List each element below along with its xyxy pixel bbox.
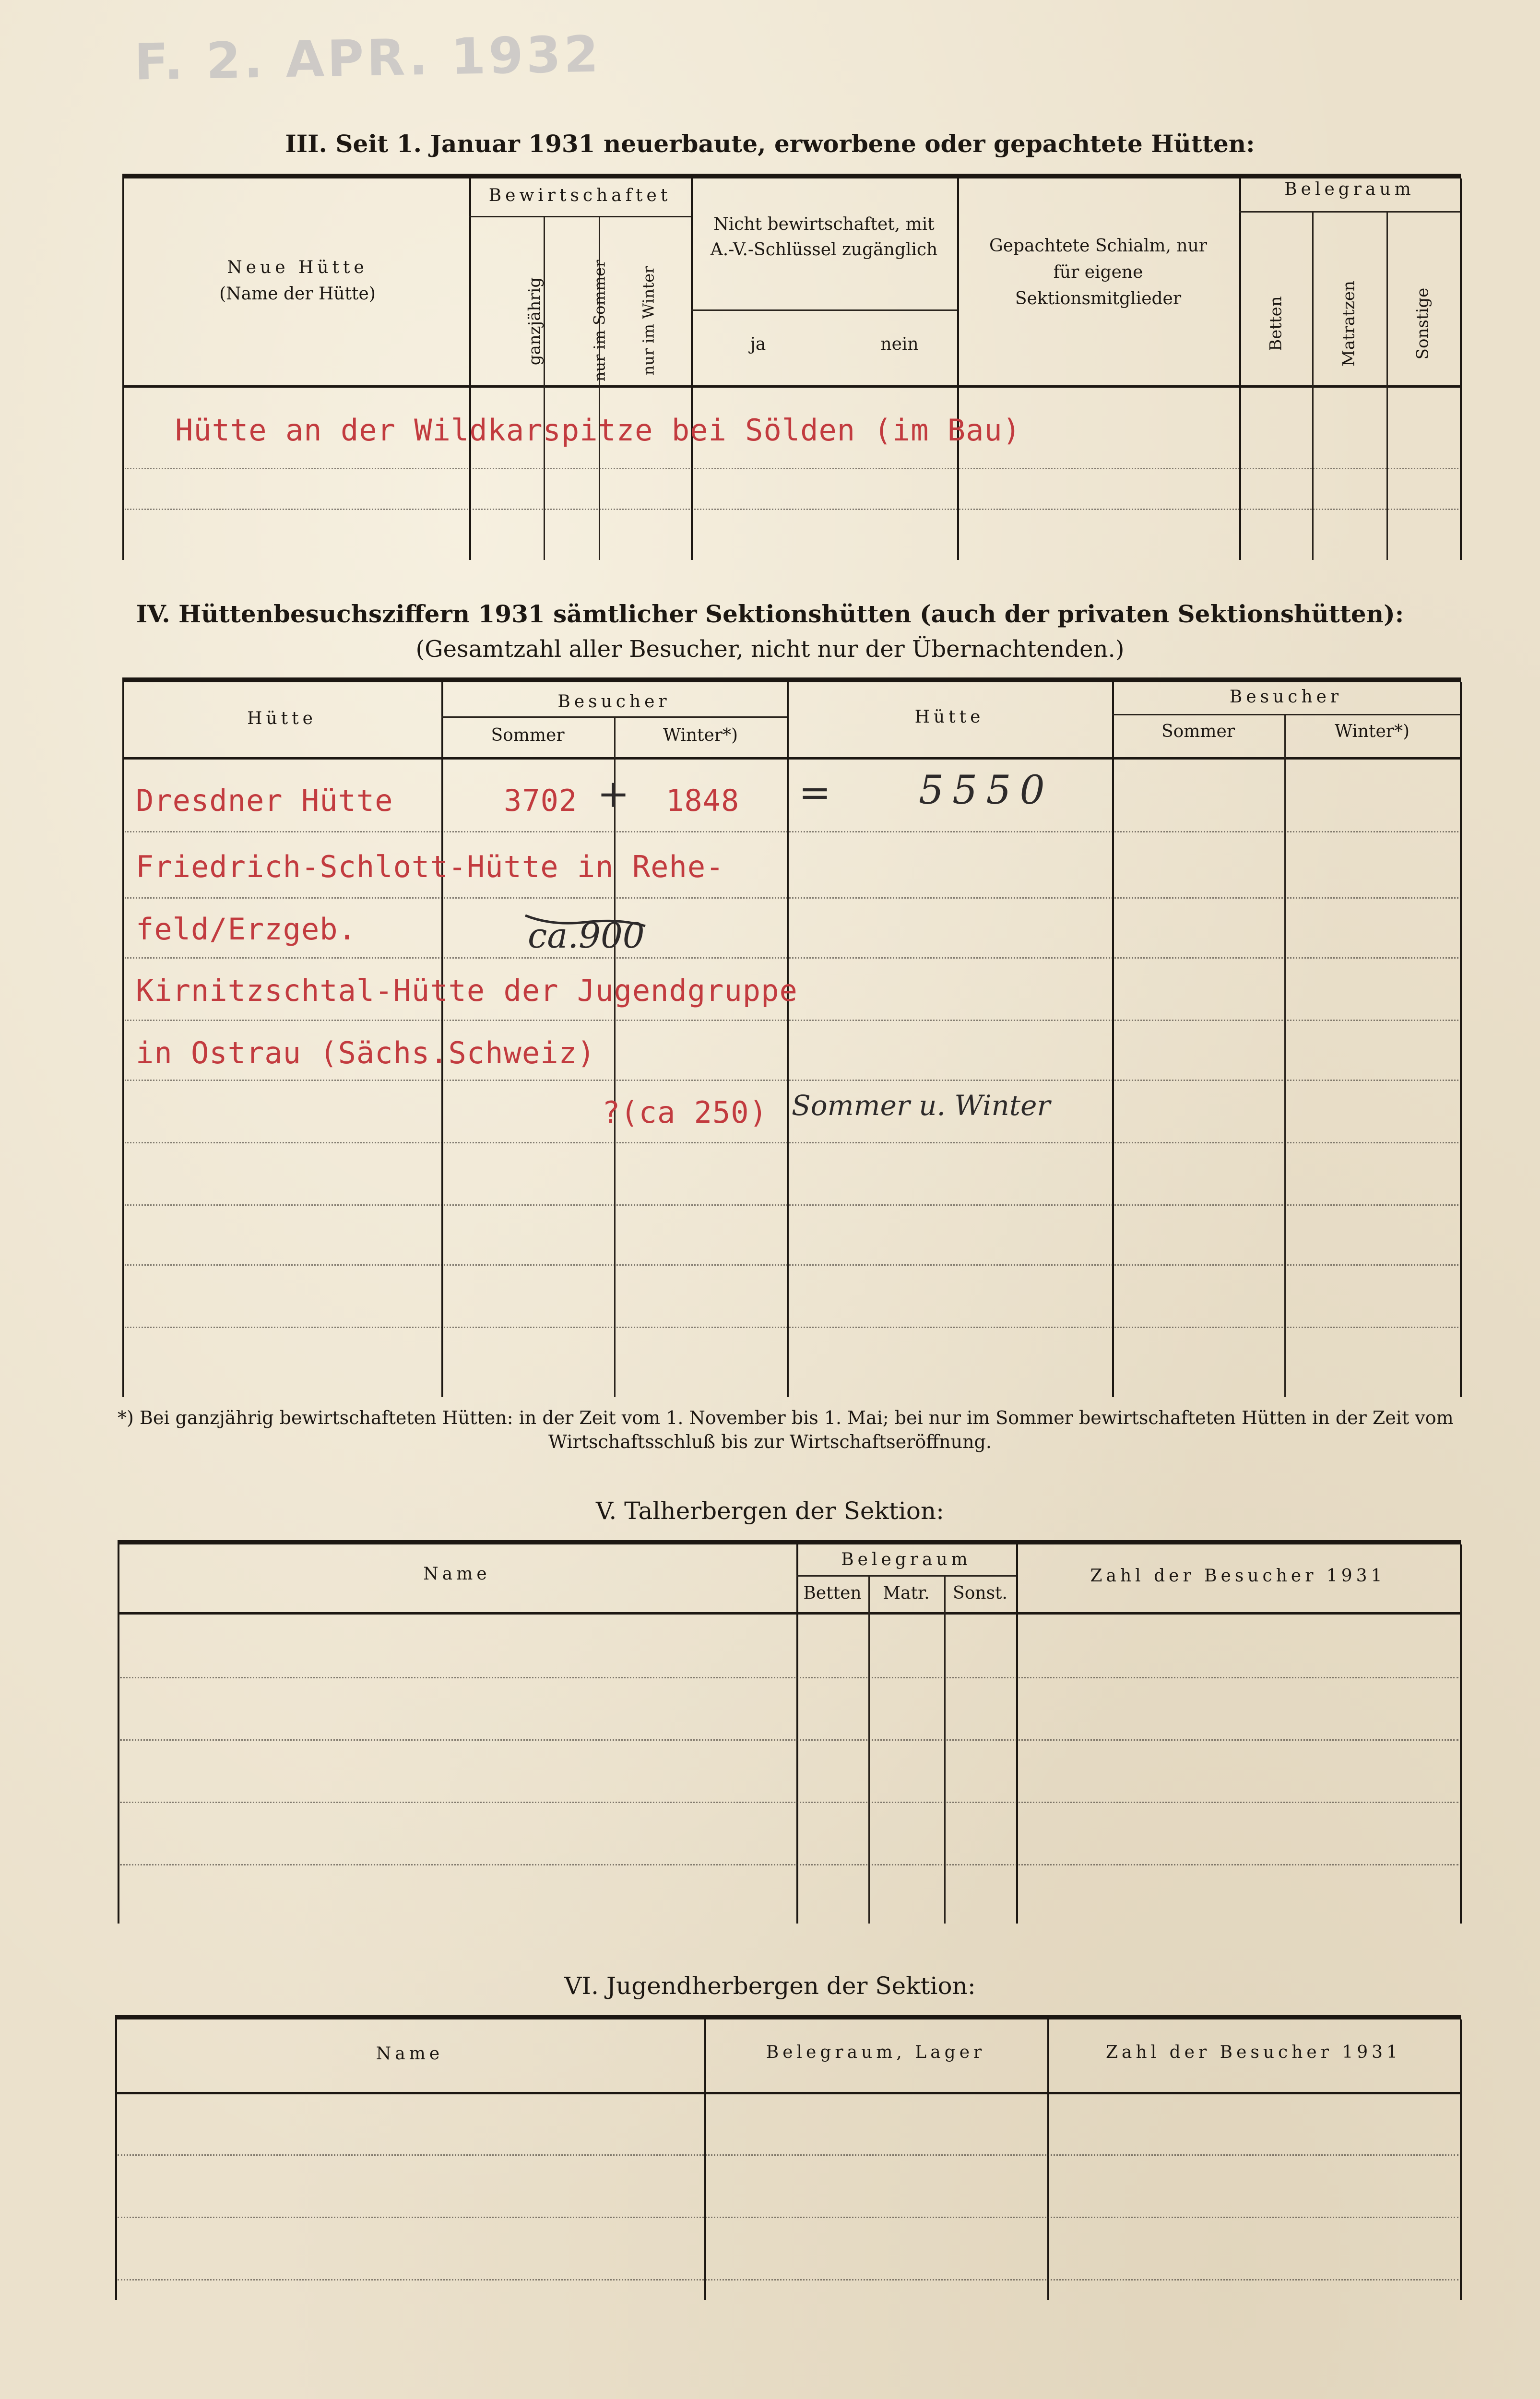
- row-line: [469, 216, 691, 217]
- table-header-rule: [122, 385, 1461, 388]
- received-stamp: F. 2. APR. 1932: [134, 24, 602, 92]
- header-ja: ja: [750, 334, 766, 354]
- plus-sign: +: [597, 772, 630, 816]
- col-line: [1239, 178, 1241, 560]
- col-line: [1312, 212, 1314, 560]
- header-sonst: Sonst.: [953, 1583, 1007, 1603]
- col-line: [1386, 212, 1388, 560]
- section-5-title: V. Talherbergen der Sektion:: [595, 1497, 945, 1525]
- col-line: [1016, 1544, 1018, 1924]
- row-line: [796, 1575, 1016, 1577]
- header-besucher-right: Besucher: [1229, 687, 1343, 707]
- dotted-row-line: [120, 1677, 1458, 1678]
- header-nicht-bewirtschaftet-1: Nicht bewirtschaftet, mit: [713, 214, 935, 234]
- section-4-title: IV. Hüttenbesuchsziffern 1931 sämtlicher Sektionshütten (auch der privaten Sektionshütten):: [136, 600, 1404, 628]
- header-bewirtschaftet: Bewirtschaftet: [488, 186, 672, 205]
- dotted-row-line: [125, 957, 1458, 959]
- dotted-row-line: [125, 831, 1458, 832]
- dotted-row-line: [118, 2154, 1458, 2156]
- dotted-row-line: [120, 1864, 1458, 1865]
- col-line: [1460, 2019, 1462, 2300]
- header-gepachtete-2: für eigene: [1053, 262, 1143, 282]
- header-sommer-left: Sommer: [491, 725, 565, 745]
- table-header-rule: [115, 2092, 1461, 2094]
- header-sonstige: Sonstige: [1413, 287, 1433, 360]
- header-winter-right: Winter*): [1334, 722, 1410, 741]
- col-line: [614, 717, 616, 1397]
- header-zahl-der-besucher: Zahl der Besucher 1931: [1090, 1566, 1386, 1586]
- header-gepachtete-3: Sektionsmitglieder: [1015, 289, 1182, 309]
- new-hut-entry: Hütte an der Wildkarspitze bei Sölden (im Bau): [175, 413, 1021, 448]
- friedrich-schlott-handwritten-estimate: ca.900: [528, 915, 645, 956]
- dotted-row-line: [120, 1739, 1458, 1741]
- header-nicht-bewirtschaftet-2: A.-V.-Schlüssel zugänglich: [710, 240, 938, 260]
- dotted-row-line: [125, 509, 1458, 510]
- header-betten: Betten: [1266, 296, 1286, 351]
- col-line: [118, 1544, 119, 1924]
- dotted-row-line: [125, 1264, 1458, 1266]
- header-huette-right: Hütte: [914, 707, 984, 727]
- header-matratzen: Matratzen: [1339, 281, 1359, 367]
- table-top-rule: [118, 1540, 1461, 1544]
- header-belegraum: Belegraum: [1284, 179, 1415, 199]
- dotted-row-line: [125, 897, 1458, 899]
- col-line: [868, 1576, 870, 1924]
- table-header-rule: [118, 1612, 1461, 1615]
- table-top-rule: [115, 2015, 1461, 2019]
- header-betten: Betten: [803, 1583, 862, 1603]
- header-ganzjaehrig: ganzjährig: [525, 277, 545, 366]
- hut-name-kirnitzschtal-cont: in Ostrau (Sächs.Schweiz): [136, 1035, 596, 1070]
- col-line: [787, 682, 789, 1397]
- header-zahl-der-besucher: Zahl der Besucher 1931: [1106, 2043, 1401, 2062]
- dresdner-sommer-value: 3702: [504, 783, 578, 818]
- dotted-row-line: [125, 1327, 1458, 1328]
- col-line: [1460, 178, 1462, 560]
- hut-name-kirnitzschtal: Kirnitzschtal-Hütte der Jugendgruppe: [136, 973, 798, 1008]
- header-belegraum: Belegraum: [841, 1550, 971, 1569]
- dotted-row-line: [125, 1020, 1458, 1021]
- section-4-subtitle: (Gesamtzahl aller Besucher, nicht nur der Übernachtenden.): [415, 636, 1125, 663]
- dresdner-total-value: 5550: [919, 768, 1054, 813]
- table-top-rule: [122, 677, 1461, 682]
- header-nur-im-winter: nur im Winter: [639, 266, 658, 376]
- col-line: [1460, 1544, 1462, 1924]
- header-name-der-huette: (Name der Hütte): [219, 284, 376, 304]
- hut-name-dresdner: Dresdner Hütte: [136, 783, 393, 818]
- kirnitzschtal-value: ?(ca 250): [602, 1095, 768, 1130]
- dotted-row-line: [125, 468, 1458, 469]
- col-line: [944, 1576, 946, 1924]
- hut-name-friedrich-schlott-cont: feld/Erzgeb.: [136, 912, 356, 947]
- row-line: [1112, 714, 1460, 715]
- hut-name-friedrich-schlott: Friedrich-Schlott-Hütte in Rehe-: [136, 849, 724, 884]
- row-line: [1239, 211, 1460, 213]
- header-nur-im-sommer: nur im Sommer: [590, 260, 609, 382]
- col-line: [122, 178, 124, 560]
- header-besucher-left: Besucher: [557, 692, 671, 712]
- col-line: [1460, 682, 1462, 1397]
- dotted-row-line: [125, 1204, 1458, 1206]
- header-matr: Matr.: [883, 1583, 930, 1603]
- dotted-row-line: [118, 2217, 1458, 2218]
- bracket-mark: [523, 912, 648, 931]
- table-header-rule: [122, 757, 1461, 760]
- footnote-line-1: *) Bei ganzjährig bewirtschafteten Hütten: in der Zeit vom 1. November bis 1. Mai; bei nur im Sommer bewirtschafteten Hütten in der Zeit vom: [118, 1407, 1454, 1428]
- section-3-title: III. Seit 1. Januar 1931 neuerbaute, erworbene oder gepachtete Hütten:: [285, 130, 1255, 158]
- row-line: [441, 716, 787, 718]
- col-line: [1284, 715, 1286, 1397]
- dotted-row-line: [120, 1802, 1458, 1803]
- header-name: Name: [423, 1564, 491, 1584]
- header-name: Name: [376, 2044, 444, 2064]
- dresdner-winter-value: 1848: [666, 783, 740, 818]
- header-nein: nein: [880, 334, 919, 354]
- header-huette-left: Hütte: [247, 709, 317, 728]
- dotted-row-line: [125, 1080, 1458, 1081]
- dotted-row-line: [125, 1142, 1458, 1143]
- header-neue-huette: Neue Hütte: [227, 258, 368, 277]
- table-top-rule: [122, 174, 1461, 178]
- dotted-row-line: [118, 2279, 1458, 2280]
- col-line: [1112, 682, 1114, 1397]
- header-winter-left: Winter*): [663, 725, 738, 745]
- section-6-title: VI. Jugendherbergen der Sektion:: [564, 1972, 976, 2000]
- col-line: [691, 178, 693, 560]
- col-line: [469, 178, 471, 560]
- row-line: [691, 309, 957, 311]
- header-gepachtete-1: Gepachtete Schialm, nur: [989, 236, 1207, 256]
- footnote-line-2: Wirtschaftsschluß bis zur Wirtschaftseröffnung.: [548, 1431, 992, 1452]
- kirnitzschtal-handwritten-note: Sommer u. Winter: [792, 1089, 1051, 1122]
- col-line: [122, 682, 124, 1397]
- header-sommer-right: Sommer: [1161, 722, 1235, 741]
- header-belegraum-lager: Belegraum, Lager: [766, 2043, 986, 2062]
- equals-sign: =: [799, 770, 831, 815]
